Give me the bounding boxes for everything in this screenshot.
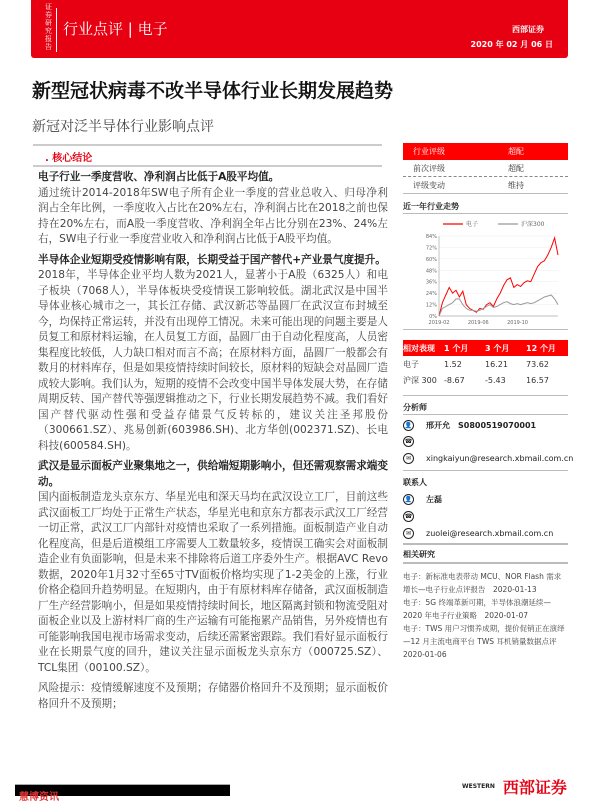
related-heading: 相关研究 [403,550,435,559]
section-label: 核心结论 [52,153,93,164]
report-subtitle: 新冠对泛半导体行业影响点评 [32,119,214,135]
trend-title: 近一年行业走势 [403,202,459,211]
header-cell: 12 个月 [526,343,556,353]
y-tick-label: 0% [429,314,437,320]
phone-row [403,436,426,447]
y-tick-label: 72% [425,245,437,252]
cell: -5.43 [485,375,506,385]
phone-icon: ☎ [404,513,413,520]
body-text [38,170,388,717]
rating-label: 行业评级 [413,147,445,156]
paragraph [38,170,388,248]
series-line-0 [439,238,558,316]
rating-label: 评级变动 [413,180,445,190]
report-category: 行业点评 | 电子 [63,20,168,38]
paragraph [38,253,388,455]
logo-chinese: 西部证券 [502,778,567,797]
divider [403,562,568,564]
risk-paragraph [38,681,388,712]
divider [56,8,57,52]
y-tick-label: 12% [425,302,437,309]
analyst-name: 邢开允 [426,421,450,430]
cell: 73.62 [526,359,549,369]
performance-table [403,340,568,388]
rating-row [403,143,568,160]
trend-chart [403,216,568,326]
analyst-heading: 分析师 [403,403,427,412]
series-line-1 [439,295,558,316]
divider [403,543,568,545]
divider [403,414,568,415]
divider [403,213,568,214]
divider [403,470,568,471]
header-cell: 1 个月 [444,343,469,353]
person-icon: 👤 [404,422,413,429]
divider [403,329,568,330]
rating-value: 维持 [508,180,524,190]
report-date: 2020 年 02 月 06 日 [470,40,553,49]
related-item[interactable]: 电子：TWS 用户习惯养成期，提价促销正在演绎—12 月主流电商平台 TWS 耳机销量数据点评 2020-01-06 [403,624,565,659]
analyst-license: S0800519070001 [458,421,537,430]
analyst-email[interactable]: xingkaiyun@research.xbmail.com.cn [426,454,574,463]
y-tick-label: 24% [425,291,437,298]
contact-name: 左磊 [426,495,442,504]
cell: -8.67 [444,375,465,385]
report-type-label: 证券研究报告 [45,3,52,51]
brand-name: 西部证券 [512,25,544,34]
contact-name-row [403,494,442,505]
paragraph-text: 国内面板制造龙头京东方、华星光电和深天马均在武汉设立工厂，目前这些武汉面板工厂均处于正常生产状态，华星光电和京东方都表示武汉工厂经营一切正常，武汉工厂内部针对疫情也采取了一系列措施。面板制造产业自动化程度高，但是后道模组工序需要人工数量较多，疫情误工确实会对面板制造企业有负面影响，但是未来不排除将后道工序委外生产。根据AVC Revo数据，2020年1月32寸至65寸TV面板价格均实现了1-2美金的上涨，行业价格企稳回升趋势明显。在短期内，由于有原材料库存储备，武汉面板制造厂生产经营影响小，但是如果疫情持续时间长，地区隔离封锁和物流受阻对面板企业以及上游材料厂商的生产运输有可能拖累产品销售，另外疫情也有可能影响我国电视市场需求变动，后续还需紧密跟踪。我们看好显示面板行业在长期景气度的回升，建议关注显示面板龙头京东方（000725.SZ）、TCL集团（00100.SZ）。 [38,491,388,674]
person-icon: 👤 [404,496,413,503]
mail-icon: ✉ [403,528,414,539]
email-row [403,453,573,464]
contact-heading: 联系人 [403,478,427,487]
header-cell: 3 个月 [485,343,510,353]
y-tick-label: 84% [425,234,437,240]
paragraph-lead: 电子行业一季度营收、净利润占比低于A股平均值。 [38,171,280,183]
rating-row [403,160,568,177]
paragraph-lead: 武汉是显示面板产业聚集地之一，供给端短期影响小，但还需观察需求端变动。 [38,460,388,488]
cell: 16.21 [485,359,508,369]
footer-bar [15,784,230,803]
analyst-name-row [403,420,536,431]
paragraph-lead: 半导体企业短期受疫情影响有限，长期受益于国产替代+产业景气度提升。 [38,253,386,266]
cell: 1.52 [444,359,462,369]
contact-email[interactable]: zuolei@research.xbmail.com.cn [426,529,554,538]
performance-row [403,372,568,388]
email-row [403,528,553,539]
cell: 电子 [403,359,419,369]
rating-row [403,177,568,194]
mail-icon: ✉ [403,453,414,464]
company-logo [462,775,567,798]
section-heading: . 核心结论 [33,144,382,167]
performance-row [403,356,568,372]
cell: 沪深 300 [403,375,437,385]
performance-header [403,340,568,356]
header-cell: 相对表现 [403,343,435,353]
logo-english: WESTERN [462,783,495,790]
y-tick-label: 36% [425,279,437,286]
y-tick-label: 60% [425,256,437,263]
rating-table [403,143,568,194]
divider [403,395,568,396]
paragraph [38,459,388,676]
phone-row [403,511,426,522]
footer-tag: 慧博资讯 [19,792,59,803]
legend-label: 电子 [466,221,479,228]
rating-value: 超配 [508,163,524,173]
x-tick-label: 2019-02 [428,320,450,326]
legend-label: 沪深300 [521,221,545,228]
y-tick-label: 48% [425,268,437,275]
report-title: 新型冠状病毒不改半导体行业长期发展趋势 [32,80,394,102]
report-header-banner [31,0,568,58]
rating-label: 前次评级 [413,163,445,173]
related-item[interactable]: 电子：新标准电表带动 MCU、NOR Flash 需求增长—电子行业点评报告 2020-01-13 [403,572,562,594]
cell: 16.57 [526,375,549,385]
related-research-list [403,570,568,661]
paragraph-text: 风险提示：疫情缓解速度不及预期；存储器价格回升不及预期；显示面板价格回升不及预期； [38,682,388,710]
x-tick-label: 2019-10 [507,320,528,326]
paragraph-text: 通过统计2014-2018年SW电子所有企业一季度的营业总收入、归母净利润占全年比例，一季度收入占比在20%左右，净利润占比在2018之前也保持在20%左右，而A股一季度营收、净利润全年占比分别在23%、24%左右，SW电子行业一季度营业收入和净利润占比低于A股平均值。 [38,186,388,245]
x-tick-label: 2019-06 [467,320,489,326]
paragraph-text: 2018年，半导体企业平均人数为2021人，显著小于A股（6325人）和电子板块（7068人），半导体板块受疫情误工影响较低。湖北武汉是中国半导体业核心城市之一，其长江存储、武汉新芯等晶圆厂在武汉宣布封城至今，均保持正常运转，并没有出现停工情况。未来可能出现的问题主要是人员复工和原材料运输，在人员复工方面，晶圆厂由于自动化程度高，人员密集程度比较低，人力缺口相对而言不高；在原材料方面，晶圆厂一般都会有数月的材料库存，但是如果疫情持续时间较长，原材料的短缺会对晶圆厂造成较大影响。我们认为，短期的疫情不会改变中国半导体发展大势，在存储周期反转、国产替代等强逻辑推动之下，行业长期发展趋势不减。我们看好国产替代驱动性强和受益存储景气反转标的，建议关注圣邦股份（300661.SZ）、兆易创新(603986.SH)、北方华创(002371.SZ)、长电科技(600584.SH)。 [38,269,388,452]
phone-icon: ☎ [404,438,413,445]
related-item[interactable]: 电子：5G 终端革新可期，半导体浪潮延续—2020 年电子行业策略 2020-01-07 [403,598,551,620]
rating-value: 超配 [508,147,524,156]
